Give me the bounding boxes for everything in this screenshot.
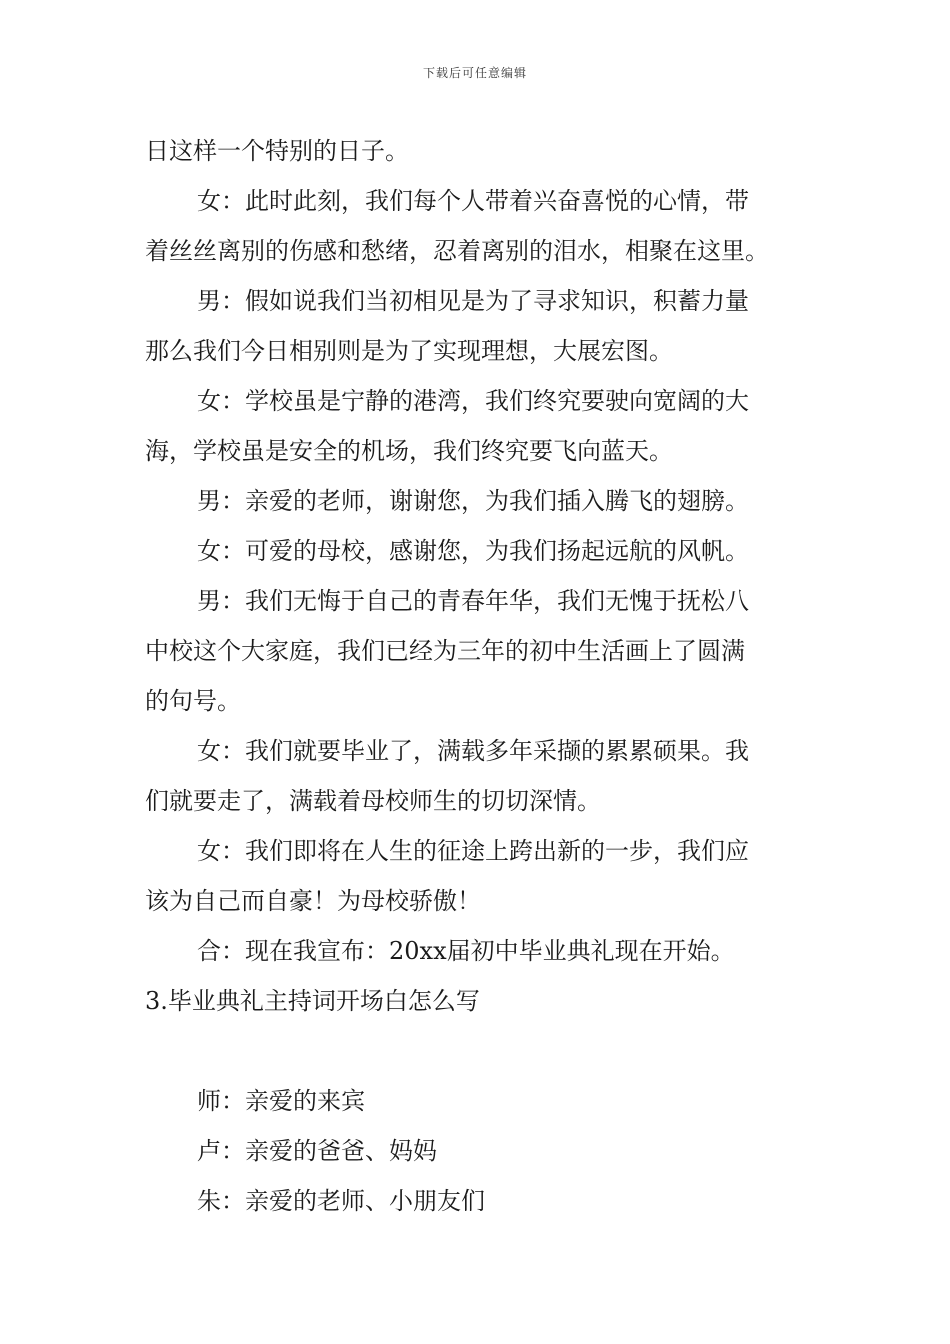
text-line: 朱：亲爱的老师、小朋友们 [197, 1187, 485, 1215]
text-line: 合：现在我宣布：20xx届初中毕业典礼现在开始。 [197, 937, 735, 965]
text-line: 着丝丝离别的伤感和愁绪，忍着离别的泪水，相聚在这里。 [145, 237, 769, 265]
text-line: 男：我们无悔于自己的青春年华，我们无愧于抚松八 [197, 587, 749, 615]
page-header: 下载后可任意编辑 [422, 66, 527, 80]
text-line: 男：假如说我们当初相见是为了寻求知识，积蓄力量 [197, 287, 749, 315]
text-line: 师：亲爱的来宾 [197, 1087, 365, 1115]
text-line: 女：此时此刻，我们每个人带着兴奋喜悦的心情，带 [197, 187, 749, 215]
section-heading: 3.毕业典礼主持词开场白怎么写 [145, 987, 480, 1015]
text-line: 那么我们今日相别则是为了实现理想，大展宏图。 [145, 337, 673, 365]
text-line: 女：我们就要毕业了，满载多年采撷的累累硕果。我 [197, 737, 749, 765]
text-line: 男：亲爱的老师，谢谢您，为我们插入腾飞的翅膀。 [197, 487, 749, 515]
text-line: 们就要走了，满载着母校师生的切切深情。 [145, 787, 601, 815]
document-body [145, 126, 810, 1226]
text-line: 的句号。 [145, 687, 241, 715]
text-line: 中校这个大家庭，我们已经为三年的初中生活画上了圆满 [145, 637, 745, 665]
text-line: 女：可爱的母校，感谢您，为我们扬起远航的风帆。 [197, 537, 749, 565]
text-line: 女：我们即将在人生的征途上跨出新的一步，我们应 [197, 837, 749, 865]
blank-line [145, 1026, 810, 1076]
text-line: 日这样一个特别的日子。 [145, 137, 409, 165]
text-line: 该为自己而自豪！为母校骄傲！ [145, 887, 481, 915]
text-line: 卢：亲爱的爸爸、妈妈 [197, 1137, 437, 1165]
text-line: 海，学校虽是安全的机场，我们终究要飞向蓝天。 [145, 437, 673, 465]
text-line: 女：学校虽是宁静的港湾，我们终究要驶向宽阔的大 [197, 387, 749, 415]
